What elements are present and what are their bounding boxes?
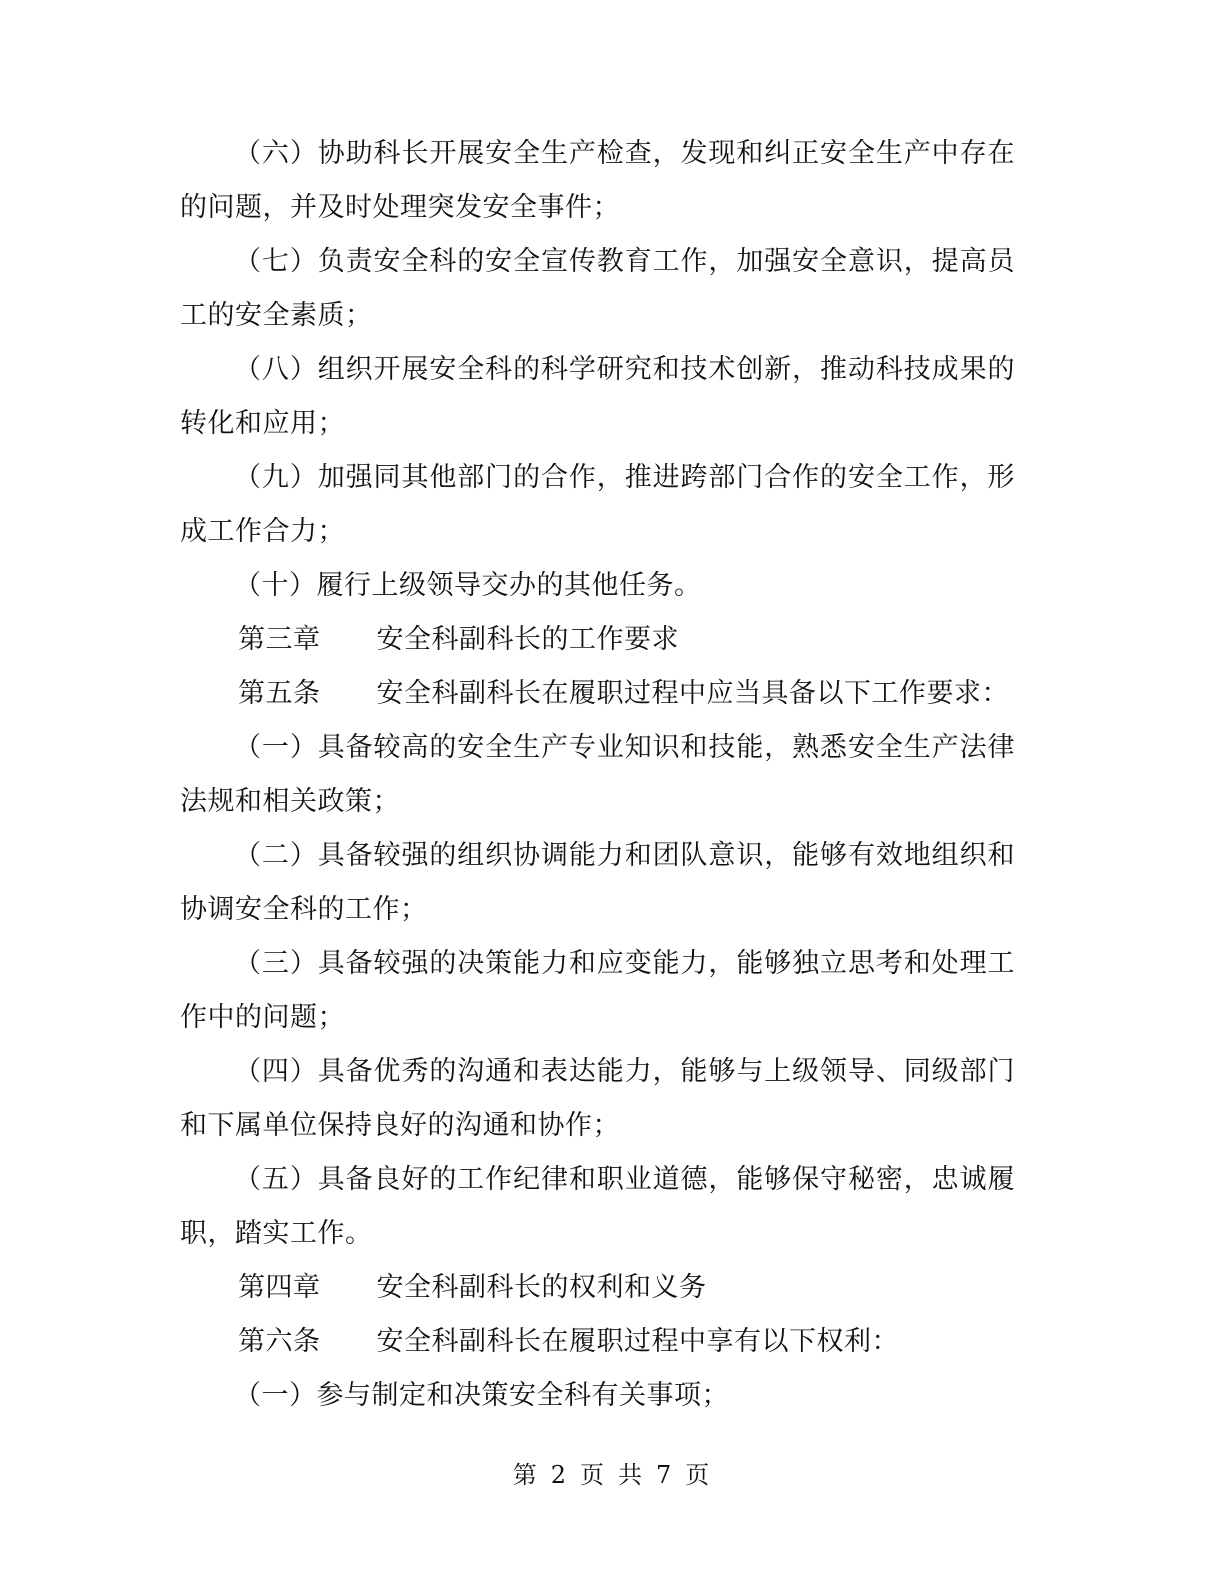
document-body bbox=[180, 127, 1015, 1423]
footer-page-number: 2 bbox=[550, 1461, 568, 1489]
list-item: （三）具备较强的决策能力和应变能力，能够独立思考和处理工作中的问题； bbox=[180, 948, 1015, 1033]
list-item: （十）履行上级领导交办的其他任务。 bbox=[234, 570, 702, 601]
list-item: （一）参与制定和决策安全科有关事项； bbox=[234, 1380, 729, 1411]
footer-page-word: 第 bbox=[512, 1461, 539, 1489]
list-item: （七）负责安全科的安全宣传教育工作，加强安全意识，提高员工的安全素质； bbox=[180, 246, 1015, 331]
footer-total-pages: 7 bbox=[656, 1461, 674, 1489]
list-item: （八）组织开展安全科的科学研究和技术创新，推动科技成果的转化和应用； bbox=[180, 354, 1015, 439]
chapter-title: 安全科副科长的权利和义务 bbox=[376, 1272, 707, 1303]
list-item: （四）具备优秀的沟通和表达能力，能够与上级领导、同级部门和下属单位保持良好的沟通和协作； bbox=[180, 1056, 1015, 1141]
article-row bbox=[180, 1315, 1015, 1369]
list-item: （五）具备良好的工作纪律和职业道德，能够保守秘密，忠诚履职，踏实工作。 bbox=[180, 1164, 1015, 1249]
chapter-heading bbox=[180, 1261, 1015, 1315]
list-item: （九）加强同其他部门的合作，推进跨部门合作的安全工作，形成工作合力； bbox=[180, 462, 1015, 547]
footer-total-unit: 页 bbox=[685, 1461, 712, 1489]
chapter-title: 安全科副科长的工作要求 bbox=[376, 624, 679, 655]
page-footer bbox=[0, 1455, 1224, 1490]
footer-total-word: 共 bbox=[618, 1461, 644, 1489]
article-text: 安全科副科长在履职过程中享有以下权利： bbox=[376, 1326, 899, 1357]
chapter-label: 第三章 bbox=[238, 624, 321, 655]
chapter-heading bbox=[180, 613, 1015, 667]
footer-page-unit: 页 bbox=[580, 1461, 606, 1489]
chapter-label: 第四章 bbox=[238, 1272, 321, 1303]
list-item: （六）协助科长开展安全生产检查，发现和纠正安全生产中存在的问题，并及时处理突发安全事件； bbox=[180, 138, 1015, 223]
list-item: （一）具备较高的安全生产专业知识和技能，熟悉安全生产法律法规和相关政策； bbox=[180, 732, 1015, 817]
article-label: 第五条 bbox=[238, 678, 321, 709]
article-row bbox=[180, 667, 1015, 721]
article-label: 第六条 bbox=[238, 1326, 321, 1357]
list-item: （二）具备较强的组织协调能力和团队意识，能够有效地组织和协调安全科的工作； bbox=[180, 840, 1015, 925]
article-text: 安全科副科长在履职过程中应当具备以下工作要求： bbox=[376, 678, 1009, 709]
